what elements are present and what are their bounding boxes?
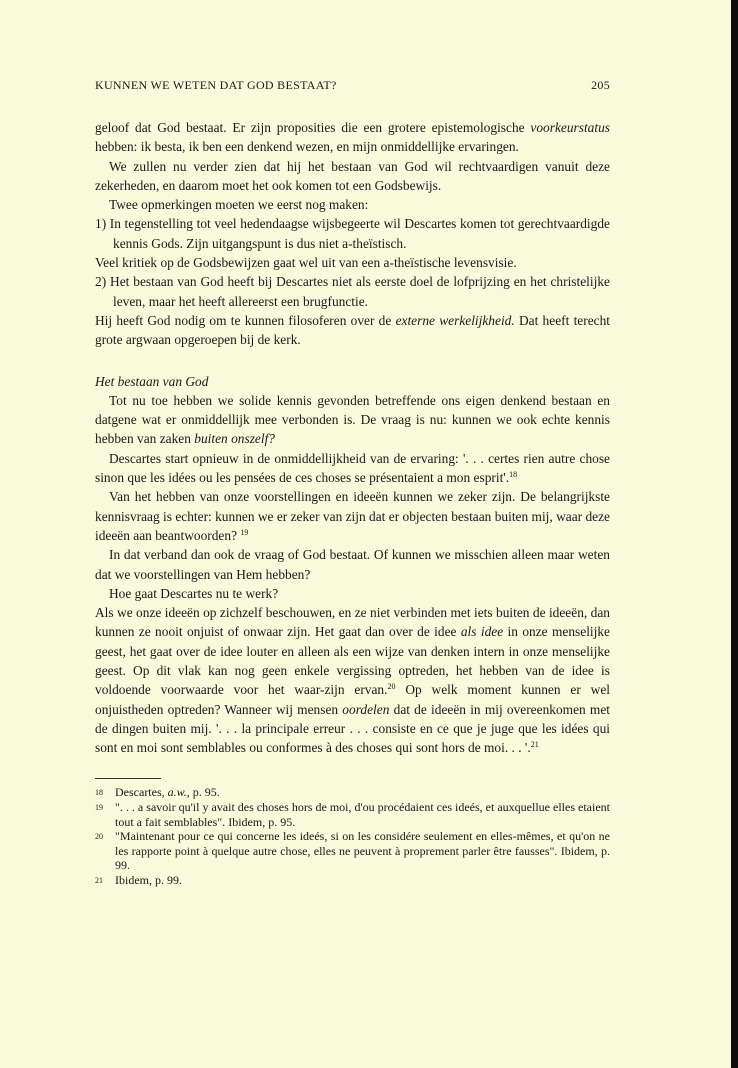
footnotes [95, 785, 610, 889]
paragraph-11-text-d: Op welk moment kunnen er wel onjuistheden optreden? Wanneer wij mensen [95, 682, 610, 717]
paragraph-6 [95, 391, 610, 449]
footnote-divider [95, 778, 161, 779]
paragraph-6-text-a: Tot nu toe hebben we solide kennis gevonden betreffende ons eigen denkend bestaan en datgene wat er onmiddellijk mee verbonden is. De vraag is nu: kunnen we ook echte kennis hebben van zaken [95, 392, 610, 447]
paragraph-5-italic: externe werkelijkheid. [395, 312, 515, 328]
page-number: 205 [591, 78, 610, 92]
running-head-title: KUNNEN WE WETEN DAT GOD BESTAAT? [95, 78, 337, 92]
paragraph-11-text-c: in onze menselijke geest, het gaat over de idee louter en alleen als een wijze van denken intern in onze menselijke geest. Op dit vlak kan nog geen enkele vergissing optreden, het hebben van de idee is voldoende voorwaarde voor het waar-zijn ervan. [95, 624, 610, 698]
footnote-20 [95, 829, 610, 873]
footnote-18-text-c: , p. 95. [186, 784, 220, 799]
list-item-1 [95, 214, 610, 253]
footnote-21-number: 21 [95, 875, 103, 885]
paragraph-9: In dat verband dan ook de vraag of God bestaat. Of kunnen we misschien alleen maar weten dat we voorstellingen van Hem hebben? [95, 547, 610, 582]
paragraph-7-text: Descartes start opnieuw in de onmiddellijkheid van de ervaring: '. . . certes rien autre chose sinon que les idées ou les pensées de ces choses se présentaient a mon esprit'. [95, 450, 610, 486]
paragraph-6-italic: buiten onszelf? [194, 431, 275, 447]
scan-edge [731, 0, 738, 1068]
list-item-2-text: Het bestaan van God heeft bij Descartes niet als eerste doel de lofprijzing en het christelijke leven, maar het heeft allereerst een brugfunctie. [110, 274, 610, 309]
paragraph-8 [95, 487, 610, 545]
footnote-18 [95, 785, 610, 801]
footnote-18-number: 18 [95, 787, 103, 797]
footnote-18-italic: a.w. [167, 784, 187, 799]
paragraph-11-text-a: Als we onze ideeën op zichzelf beschouwen, en ze niet verbinden met iets buiten de ideeën, dan kunnen ze nooit onjuist of onwaar zijn. Het gaat dan over de idee [95, 605, 610, 640]
list-item-1-text: In tegenstelling tot veel hedendaagse wijsbegeerte wil Descartes komen tot gerechtvaardigde kennis Gods. Zijn uitgangspunt is dus niet a-theïstisch. [109, 216, 610, 251]
footnote-19-number: 19 [95, 803, 103, 812]
book-page [95, 78, 610, 888]
paragraph-5 [95, 311, 610, 350]
footnote-20-text: "Maintenant pour ce qui concerne les ideés, si on les considére seulement en elles-mêmes, et qu'on ne les rapporte point à quelque autre chose, elles ne peuvent à proprement parler être fausses". Ibidem, p. 99. [115, 829, 610, 872]
footnote-19-text: ". . . a savoir qu'il y avait des choses hors de moi, d'ou procédaient ces ideés, et auxquellue elles etaient tout a fait semblables". Ibidem, p. 95. [115, 800, 610, 829]
paragraph-2: We zullen nu verder zien dat hij het bestaan van God wil rechtvaardigen vanuit deze zekerheden, en daarom moet het ook komen tot een Godsbewijs. [95, 158, 610, 193]
footnote-ref-20[interactable]: 20 [387, 682, 396, 692]
paragraph-8-text: Van het hebben van onze voorstellingen en ideeën kunnen we zeker zijn. De belangrijkste kennisvraag is echter: kunnen we er zeker van zijn dat er objecten bestaan buiten mij, waar deze ideeën aan beantwoorden? [95, 489, 610, 543]
paragraph-11-text-f: dat de ideeën in mij overeenkomen met de dingen buiten mij. '. . . la principale erreur . . . consiste en ce que je juge que les idées qui sont en moi sont semblables ou conformes à des choses qui sont hors de moi. . . '. [95, 701, 610, 756]
footnote-18-text [115, 785, 610, 801]
footnote-20-number: 20 [95, 832, 103, 841]
footnote-18-text-a: Descartes, [115, 784, 168, 799]
footnote-21 [95, 873, 610, 889]
paragraph-4: Veel kritiek op de Godsbewijzen gaat wel uit van een a-theïstische levensvisie. [95, 255, 517, 271]
paragraph-1 [95, 118, 610, 157]
paragraph-3: Twee opmerkingen moeten we eerst nog maken: [109, 197, 369, 213]
footnote-ref-21[interactable]: 21 [530, 740, 539, 750]
paragraph-10: Hoe gaat Descartes nu te werk? [109, 585, 279, 601]
footnote-ref-18[interactable]: 18 [509, 470, 518, 480]
footnote-ref-19[interactable]: 19 [240, 527, 249, 537]
paragraph-5-text-a: Hij heeft God nodig om te kunnen filosoferen over de [95, 312, 396, 328]
list-item-1-number: 1) [95, 216, 107, 232]
footnote-21-text: Ibidem, p. 99. [115, 872, 182, 887]
footnote-19 [95, 800, 610, 829]
body-text [95, 118, 610, 758]
paragraph-1-italic: voorkeurstatus [530, 120, 610, 135]
paragraph-11-italic-1: als idee [460, 624, 504, 640]
paragraph-1-text-c: hebben: ik besta, ik ben een denkend wezen, en mijn onmiddellijke ervaringen. [95, 139, 519, 155]
paragraph-5-text-c: Dat heeft terecht grote argwaan opgeroepen bij de kerk. [95, 312, 610, 348]
list-item-2 [95, 272, 610, 311]
paragraph-11-italic-2: oordelen [342, 701, 390, 717]
paragraph-11 [95, 603, 610, 757]
paragraph-7 [95, 449, 610, 488]
list-item-2-number: 2) [95, 274, 107, 290]
paragraph-1-text-a: geloof dat God bestaat. Er zijn proposities die een grotere epistemologische [95, 120, 531, 135]
section-heading: Het bestaan van God [95, 373, 209, 389]
running-head [95, 78, 610, 96]
